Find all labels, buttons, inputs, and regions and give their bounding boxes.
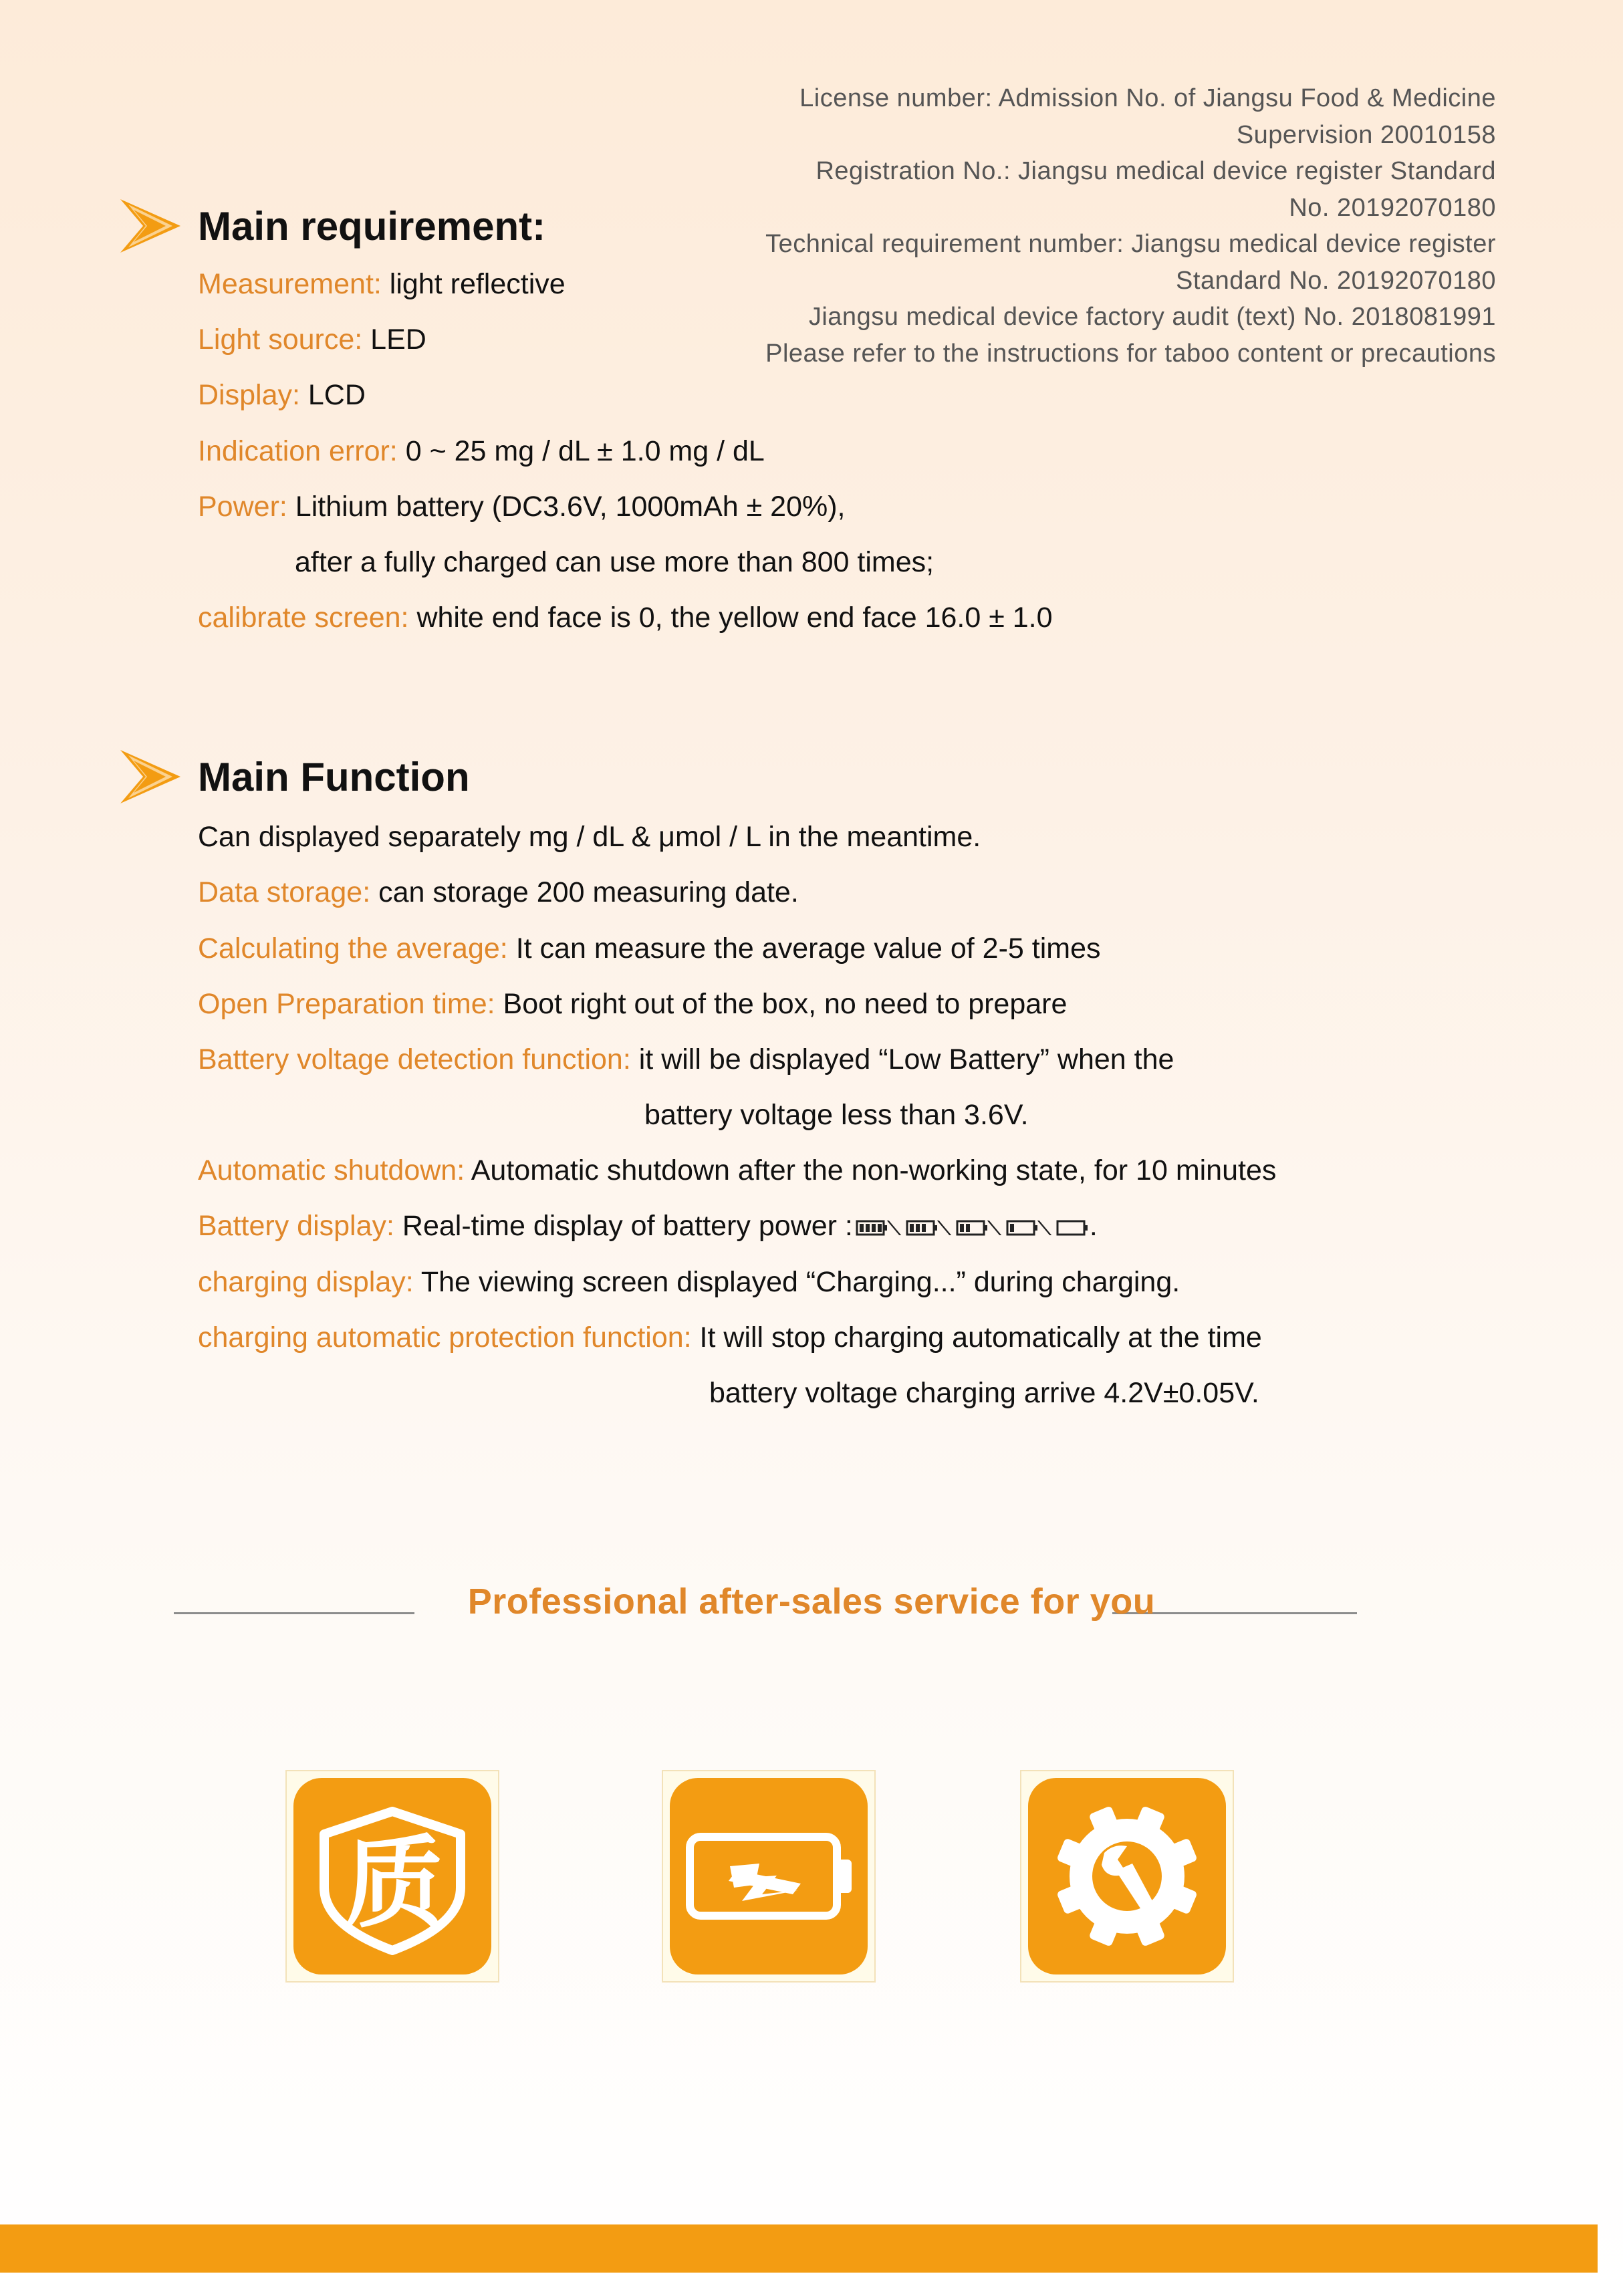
function-protection (198, 1321, 1262, 1354)
section-title: Main Function (198, 754, 470, 799)
function-voltage-detection (198, 1043, 1174, 1076)
chevron-arrow-icon (120, 199, 180, 253)
license-line: Standard No. 20192070180 (1176, 266, 1496, 295)
battery-level-icon (856, 1219, 889, 1237)
field-value: It will stop charging automatically at the time (691, 1321, 1262, 1354)
field-value: Automatic shutdown after the non-working state, for 10 minutes (465, 1154, 1277, 1186)
battery-level-icon (956, 1219, 989, 1237)
field-value: can storage 200 measuring date. (370, 876, 799, 908)
license-line: No. 20192070180 (1289, 193, 1496, 222)
battery-level-icons (856, 1219, 1090, 1237)
field-label: Open Preparation time: (198, 988, 495, 1020)
battery-level-icon (1056, 1219, 1090, 1237)
field-label: Battery voltage detection function: (198, 1043, 631, 1075)
field-label: Measurement: (198, 268, 382, 300)
function-units: Can displayed separately mg / dL & μmol / L in the meantime. (198, 821, 981, 853)
battery-level-icon (906, 1219, 939, 1237)
function-average (198, 932, 1101, 965)
field-label: Data storage: (198, 876, 371, 908)
function-storage (198, 876, 799, 909)
battery-tile (662, 1770, 876, 1983)
chevron-arrow-icon (120, 750, 180, 803)
license-line: Please refer to the instructions for taboo content or precautions (765, 339, 1496, 368)
field-value: white end face is 0, the yellow end face 16.0 ± 1.0 (408, 602, 1053, 634)
field-label: Indication error: (198, 435, 398, 467)
license-line: License number: Admission No. of Jiangsu Food & Medicine (799, 84, 1496, 112)
battery-separator (937, 1221, 957, 1235)
service-title: Professional after-sales service for you (467, 1581, 1156, 1622)
quality-glyph: 质 (343, 1826, 445, 1942)
service-tile (1020, 1770, 1234, 1983)
quality-shield-icon (285, 1770, 499, 1983)
requirement-measurement (198, 268, 566, 301)
function-prep-time (198, 988, 1067, 1021)
requirement-light-source (198, 324, 426, 356)
requirement-calibrate (198, 602, 1053, 634)
field-value: light reflective (381, 268, 566, 300)
function-protection-cont: battery voltage charging arrive 4.2V±0.05V. (709, 1377, 1259, 1409)
field-value: LCD (299, 379, 366, 411)
field-label: Display: (198, 379, 300, 411)
requirement-heading (120, 199, 545, 253)
quality-tile (285, 1770, 499, 1983)
field-value: LED (362, 324, 426, 356)
license-line: Jiangsu medical device factory audit (text) No. 2018081991 (808, 303, 1496, 331)
field-value: It can measure the average value of 2-5 times (507, 932, 1101, 965)
gear-wrench-icon (1020, 1770, 1234, 1983)
function-heading (120, 750, 470, 803)
function-shutdown (198, 1154, 1276, 1187)
license-block (627, 80, 1496, 372)
license-line: Registration No.: Jiangsu medical device register Standard (816, 157, 1496, 185)
field-label: calibrate screen: (198, 602, 409, 634)
field-value: 0 ~ 25 mg / dL ± 1.0 mg / dL (397, 435, 765, 467)
field-label: Light source: (198, 324, 363, 356)
field-value: Lithium battery (DC3.6V, 1000mAh ± 20%), (287, 491, 846, 523)
battery-charge-icon (662, 1770, 876, 1983)
requirement-indication-error (198, 435, 765, 468)
function-battery-display (198, 1210, 1098, 1243)
battery-separator (1037, 1221, 1057, 1235)
license-line: Supervision 20010158 (1236, 120, 1496, 149)
field-value: Boot right out of the box, no need to prepare (495, 988, 1068, 1020)
field-value: Real-time display of battery power : (394, 1210, 853, 1242)
battery-separator (887, 1221, 906, 1235)
battery-separator (987, 1221, 1007, 1235)
requirement-power (198, 491, 845, 523)
function-voltage-cont: battery voltage less than 3.6V. (644, 1099, 1029, 1131)
field-value: The viewing screen displayed “Charging...” during charging. (413, 1266, 1180, 1298)
field-label: Power: (198, 491, 287, 523)
license-line: Technical requirement number: Jiangsu medical device register (765, 230, 1496, 258)
field-value: it will be displayed “Low Battery” when the (630, 1043, 1174, 1075)
function-charging-display (198, 1266, 1180, 1299)
bottom-accent-bar (0, 2224, 1598, 2273)
field-label: Automatic shutdown: (198, 1154, 465, 1186)
section-title: Main requirement: (198, 203, 546, 249)
field-label: Battery display: (198, 1210, 394, 1242)
field-value-end: . (1089, 1210, 1098, 1242)
field-label: Calculating the average: (198, 932, 508, 965)
requirement-display (198, 379, 366, 412)
battery-level-icon (1006, 1219, 1039, 1237)
requirement-power-cont: after a fully charged can use more than 800 times; (295, 546, 934, 578)
field-label: charging automatic protection function: (198, 1321, 692, 1354)
field-label: charging display: (198, 1266, 414, 1298)
